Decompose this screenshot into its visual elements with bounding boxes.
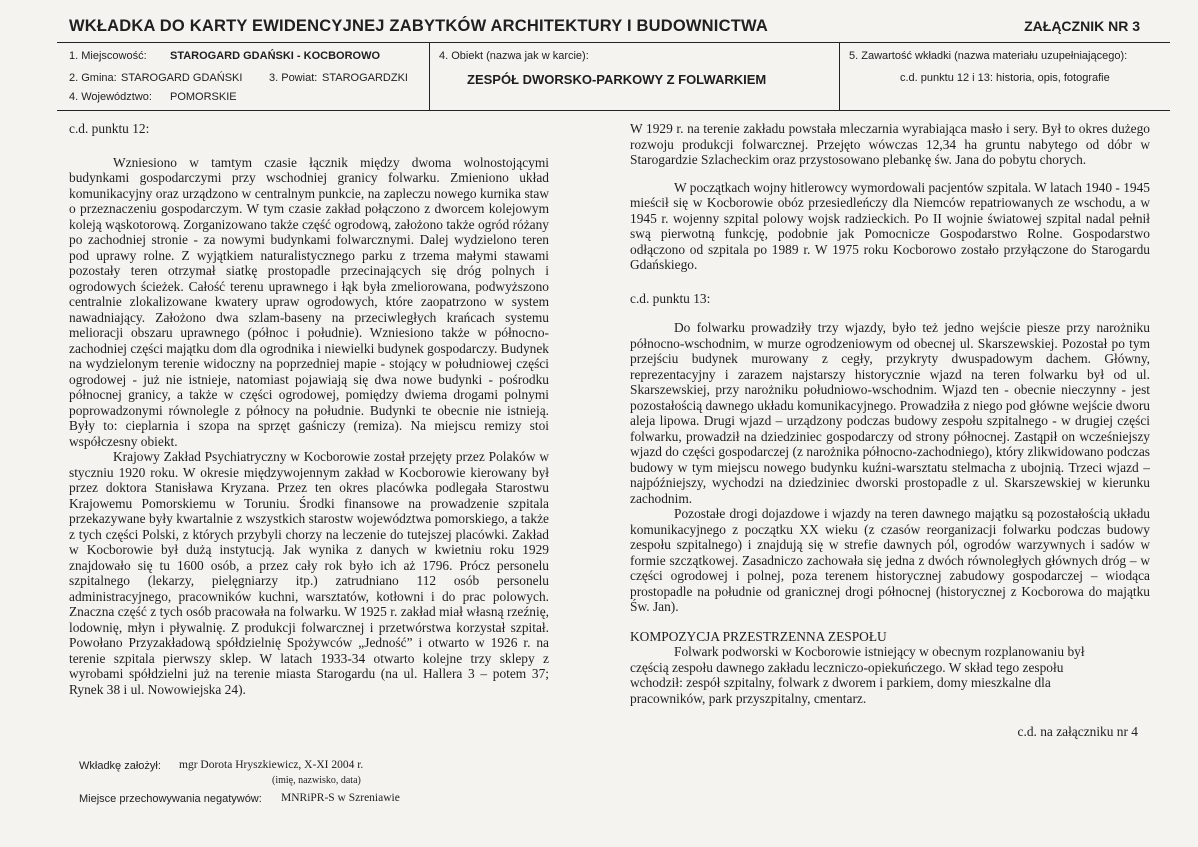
paragraph: Pozostałe drogi dojazdowe i wjazdy na teren dawnego majątku są pozostałością układu komunikacyjnego z początku XX wieku (z czasów reorganizacji folwarku podczas budowy zespołu szpitalnego) i znajdują się w strefie dawnych pól, ogrodów warzywnych i sadów w formie szczątkowej. Zasadniczo zachowała się jedna z dwóch równoległych głównych dróg – w części ogrodowej i polnej, poza terenem historycznej zabudowy gospodarczej – wiodąca prostopadle na południe od granicznej drogi północnej (historycznej z Kocborowa do majątku Św. Jan). [630,506,1150,614]
left-column [69,121,549,697]
author-hint: (imię, nazwisko, data) [272,775,361,786]
paragraph: Do folwarku prowadziły trzy wjazdy, było też jedno wejście piesze przy narożniku północno-wschodnim, w murze ogrodzeniowym od obecnej ul. Skarszewskiej. Pozostał po tym przejściu budynek murowany z cegły, przykryty dwuspadowym dachem. Główny, reprezentacyjny i zarazem najstarszy historycznie wjazd na teren folwarku był od ul. Skarszewskiej, przy narożniku południowo-wschodnim. Wjazd ten - obecnie nieczynny - jest pozostałością dawnego układu komunikacyjnego. Prowadziła z niego pod główne wejście dworu aleja lipowa. Drugi wjazd – urządzony podczas budowy zespołu szpitalnego - w drugiej części folwarku, prowadził na dziedziniec gospodarczy od strony północnej. Zastąpił on wcześniejszy wjazd do części gospodarczej (z narożnika północno-zachodniego), który zlikwidowano podczas budowy w tym miejscu nowego budynku kuźni-warsztatu stelmacha z ubojnią. Trzeci wjazd – najpóźniejszy, wychodzi na dziedziniec dworski prostopadle z ul. Skarszewskiej w kierunku zachodnim. [630,320,1150,506]
continued-note: c.d. na załączniku nr 4 [1017,724,1138,739]
paragraph: Krajowy Zakład Psychiatryczny w Kocborowie został przejęty przez Polaków w styczniu 1920 roku. W okresie międzywojennym zakład w Kocborowie kierowany był przez doktora Stanisława Kryzana. Przez ten okres placówka podlegała Starostwu Krajowemu Pomorskiemu w Toruniu. Środki finansowe na prowadzenie szpitala przekazywane były kwartalnie z wszystkich starostw województwa pomorskiego, a także z tych części Polski, z których przybyli chorzy na leczenie do tutejszej placówki. Zakład w Kocborowie był dużą instytucją. Jak wynika z danych w kwietniu roku 1929 znajdowało się tu 1600 osób, a przez cały rok było ich aż 1796. Prócz personelu szpitalnego (lekarzy, pielęgniarzy itp.) zatrudniano 112 osób personelu administracyjnego, pracowników kuchni, warsztatów, kotłowni i do prac polowych. Znaczna część z tych osób pracowała na folwarku. W 1925 r. zakład miał własną rzeźnię, lodownię, młyn i pływalnię. Z produkcji folwarcznej i przetwórstwa korzystał szpitał. Powołano Przyzakładową spółdzielnię Spożywców „Jedność” i otwarto w 1926 r. na terenie szpitala pierwszy sklep. W latach 1933-34 otwarto kolejne trzy sklepy z wyrobami spółdzielni już na terenie miasta Starogardu (na ul. Hallera 3 – potem 37; Rynek 38 i ul. Nowowiejska 24). [69,449,549,697]
info-divider [839,42,840,110]
author-label: Wkładkę założył: [79,760,161,772]
commune-value: STAROGARD GDAŃSKI [121,72,243,84]
header [57,8,1170,43]
paragraph: W początkach wojny hitlerowcy wymordowali pacjentów szpitala. W latach 1940 - 1945 mieścił się w Kocborowie obóz przesiedleńczy dla Niemców repatriowanych ze wschodu, a w 1945 r. wojenny szpital polowy wojsk radzieckich. Po II wojnie światowej szpital nadal pełnił swą pierwotną funkcję, podobnie jak Pomocnicze Gospodarstwo Rolne. Gospodarstwo odłączono od szpitala po 1989 r. W 1975 roku Kocborowo zostało przyłączone do Starogardu Gdańskiego. [630,179,1150,272]
paragraph: Folwark podworski w Kocborowie istniejący w obecnym rozplanowaniu był częścią zespołu dawnego zakładu leczniczo-opiekuńczego. W skład tego zespołu wchodził: zespół szpitalny, folwark z dworem i parkiem, domy mieszkalne dla pracowników, park przyszpitalny, cmentarz. [630,644,1085,706]
object-label: 4. Obiekt (nazwa jak w karcie): [439,50,589,62]
info-divider [429,42,430,110]
contents-value: c.d. punktu 12 i 13: historia, opis, fotografie [900,72,1110,84]
county-label: 3. Powiat: [269,72,318,84]
locality-value: STAROGARD GDAŃSKI - KOCBOROWO [170,50,381,62]
section-label: c.d. punktu 12: [69,121,150,136]
storage-value: MNRiPR-S w Szreniawie [281,792,400,804]
section-heading: KOMPOZYCJA PRZESTRZENNA ZESPOŁU [630,628,887,644]
info-table [57,42,1170,111]
county-value: STAROGARDZKI [322,72,408,84]
right-column [630,121,1150,740]
paragraph: W 1929 r. na terenie zakładu powstała mleczarnia wyrabiająca masło i sery. Był to okres dużego rozwoju produkcji folwarcznej. Przejęto wówczas 12,34 ha gruntu nabytego od dóbr w Starogardzie Szlacheckim oraz przystosowano plebankę św. Jana do pobytu chorych. [630,121,1150,167]
paragraph: Wzniesiono w tamtym czasie łącznik między dwoma wolnostojącymi budynkami gospodarczymi przy wschodniej granicy folwarku. Zmieniono układ komunikacyjny oraz urządzono w centralnym punkcie, na zapleczu nowego kurnika staw o przeznaczeniu gospodarczym. W tym czasie zakład połączono z dworcem kolejowym koleją wąskotorową. Zorganizowano także część ogrodową, założono także ogród różany po zachodniej stronie - za nowymi budynkami folwarcznymi. Dalej wydzielono teren pod uprawy rolne. Z wyjątkiem naturalistycznego parku z trzema małymi stawami pozostały teren otrzymał siatkę prostopadle przecinających się dróg polnych i ogrodowych ścieżek. Całość terenu uprawnego i łąk była zmeliorowana, podwyższono centralnie zlokalizowane kwatery upraw ogrodowych, które zaopatrzono w system nawadniający. Założono dwa szlam-baseny na przeciwległych krańcach systemu melioracji obszaru uprawnego (północ i południe). Wzniesiono także w północno-zachodniej części majątku dom dla ogrodnika i niewielki budynek gospodarczy. Budynek na wydzielonym terenie widoczny na poprzedniej mapie - stojący w południowej części ogrodowej - już nie istnieje, natomiast pojawiają się dwa nowe budynki - pośrodku północnej granicy, a także w części ogrodowej, pomiędzy dwiema drogami polnymi poprowadzonymi równolegle z północy na południe. Budynki te obecnie nie istnieją. Były to: cieplarnia i szopa na sprzęt gaśniczy (remiza). Na miejscu remizy stoi współczesny obiekt. [69,154,549,449]
object-value: ZESPÓŁ DWORSKO-PARKOWY Z FOLWARKIEM [467,72,767,87]
contents-label: 5. Zawartość wkładki (nazwa materiału uzupełniającego): [849,50,1128,62]
document-page [57,8,1170,836]
storage-label: Miejsce przechowywania negatywów: [79,793,262,805]
commune-label: 2. Gmina: [69,72,117,84]
annex-number: ZAŁĄCZNIK NR 3 [1024,18,1140,34]
document-title: WKŁADKA DO KARTY EWIDENCYJNEJ ZABYTKÓW ARCHITEKTURY I BUDOWNICTWA [69,17,768,35]
locality-label: 1. Miejscowość: [69,50,147,62]
author-value: mgr Dorota Hryszkiewicz, X-XI 2004 r. [179,759,364,771]
voivodeship-value: POMORSKIE [170,91,237,103]
section-label: c.d. punktu 13: [630,290,711,306]
voivodeship-label: 4. Województwo: [69,91,152,103]
